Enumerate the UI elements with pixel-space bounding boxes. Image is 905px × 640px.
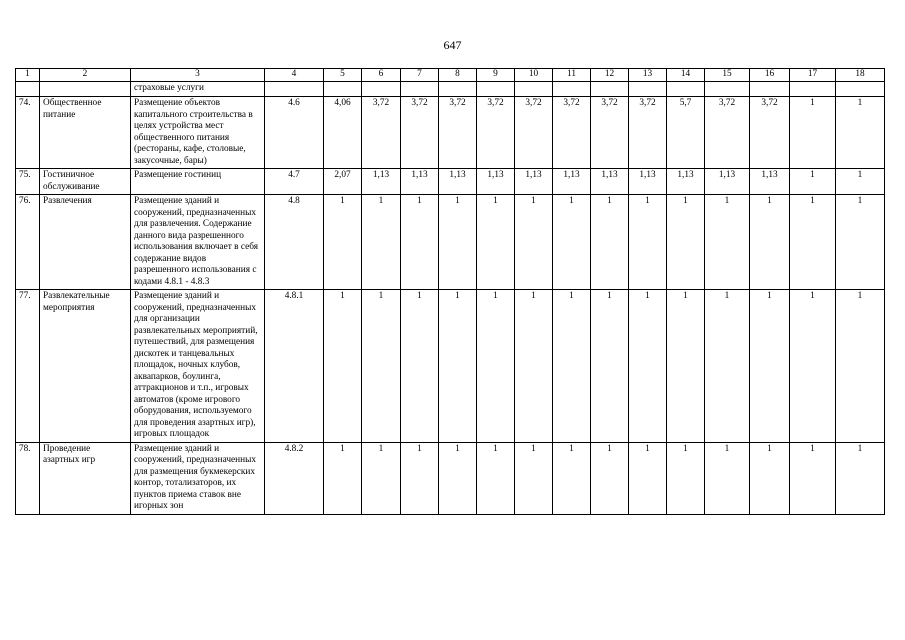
description-cell: страховые услуги [131, 82, 265, 97]
value-cell: 1 [790, 169, 836, 195]
empty-cell [401, 82, 439, 97]
value-cell: 1 [750, 442, 790, 514]
header-cell: 1 [16, 69, 40, 82]
value-cell: 1,13 [553, 169, 591, 195]
value-cell: 3,72 [629, 97, 667, 169]
header-cell: 16 [750, 69, 790, 82]
value-cell: 1 [790, 97, 836, 169]
empty-cell [477, 82, 515, 97]
continuation-row [16, 82, 885, 97]
value-cell: 1,13 [591, 169, 629, 195]
empty-cell [750, 82, 790, 97]
description-cell: Размещение зданий и сооружений, предназначенных для организации развлекательных мероприятий, путешествий, для размещения дискотек и танцевальных площадок, ночных клубов, аквапарков, боулинга, аттракционов и т.п., игровых автоматов (кроме игрового оборудования, используемого для проведения азартных игр), игровых площадок [131, 290, 265, 443]
value-cell: 1,13 [667, 169, 705, 195]
value-cell: 1 [836, 442, 885, 514]
empty-cell [324, 82, 362, 97]
code-cell: 4.7 [265, 169, 324, 195]
table-body [16, 69, 885, 515]
row-number-cell: 75. [16, 169, 40, 195]
header-cell: 11 [553, 69, 591, 82]
header-cell: 2 [40, 69, 131, 82]
header-cell: 14 [667, 69, 705, 82]
row-number-cell: 78. [16, 442, 40, 514]
value-cell: 1 [591, 195, 629, 290]
value-cell: 1 [477, 195, 515, 290]
empty-cell [667, 82, 705, 97]
value-cell: 1 [401, 195, 439, 290]
value-cell: 1 [667, 442, 705, 514]
value-cell: 1 [836, 290, 885, 443]
description-cell: Размещение объектов капитального строительства в целях устройства мест общественного питания (рестораны, кафе, столовые, закусочные, бары) [131, 97, 265, 169]
value-cell: 1 [515, 442, 553, 514]
value-cell: 1 [553, 290, 591, 443]
value-cell: 1,13 [629, 169, 667, 195]
header-cell: 13 [629, 69, 667, 82]
value-cell: 1,13 [401, 169, 439, 195]
value-cell: 1 [836, 195, 885, 290]
table-row [16, 442, 885, 514]
land-use-name-cell: Общественное питание [40, 97, 131, 169]
empty-cell [362, 82, 401, 97]
value-cell: 1 [705, 290, 750, 443]
value-cell: 1 [324, 442, 362, 514]
value-cell: 3,72 [750, 97, 790, 169]
value-cell: 1,13 [362, 169, 401, 195]
empty-cell [790, 82, 836, 97]
header-cell: 5 [324, 69, 362, 82]
empty-cell [705, 82, 750, 97]
value-cell: 3,72 [362, 97, 401, 169]
value-cell: 3,72 [553, 97, 591, 169]
row-number-cell: 76. [16, 195, 40, 290]
value-cell: 1 [439, 442, 477, 514]
land-use-name-cell: Развлекательные мероприятия [40, 290, 131, 443]
value-cell: 3,72 [439, 97, 477, 169]
empty-cell [836, 82, 885, 97]
code-cell: 4.6 [265, 97, 324, 169]
row-number-cell: 74. [16, 97, 40, 169]
value-cell: 1 [667, 195, 705, 290]
empty-cell [591, 82, 629, 97]
value-cell: 2,07 [324, 169, 362, 195]
value-cell: 1 [790, 442, 836, 514]
value-cell: 1 [439, 290, 477, 443]
description-cell: Размещение зданий и сооружений, предназначенных для развлечения. Содержание данного вида разрешенного использования включает в себя содержание видов разрешенного использования с кодами 4.8.1 - 4.8.3 [131, 195, 265, 290]
page-number: 647 [443, 38, 462, 52]
value-cell: 1 [553, 195, 591, 290]
header-cell: 8 [439, 69, 477, 82]
value-cell: 4,06 [324, 97, 362, 169]
value-cell: 3,72 [705, 97, 750, 169]
land-use-name-cell: Гостиничное обслуживание [40, 169, 131, 195]
header-cell: 6 [362, 69, 401, 82]
value-cell: 5,7 [667, 97, 705, 169]
value-cell: 1,13 [750, 169, 790, 195]
land-use-name-cell: Проведение азартных игр [40, 442, 131, 514]
value-cell: 1 [591, 290, 629, 443]
land-use-name-cell: Развлечения [40, 195, 131, 290]
value-cell: 1 [401, 290, 439, 443]
code-cell: 4.8.1 [265, 290, 324, 443]
value-cell: 1 [553, 442, 591, 514]
value-cell: 3,72 [515, 97, 553, 169]
empty-cell [265, 82, 324, 97]
value-cell: 1 [705, 442, 750, 514]
value-cell: 1 [362, 442, 401, 514]
header-cell: 17 [790, 69, 836, 82]
value-cell: 1,13 [705, 169, 750, 195]
value-cell: 1 [362, 290, 401, 443]
code-cell: 4.8.2 [265, 442, 324, 514]
header-cell: 12 [591, 69, 629, 82]
value-cell: 3,72 [591, 97, 629, 169]
code-cell: 4.8 [265, 195, 324, 290]
value-cell: 1 [790, 290, 836, 443]
value-cell: 1 [324, 195, 362, 290]
value-cell: 1,13 [477, 169, 515, 195]
empty-cell [629, 82, 667, 97]
value-cell: 3,72 [477, 97, 515, 169]
coefficients-table [15, 68, 885, 515]
header-cell: 9 [477, 69, 515, 82]
value-cell: 3,72 [401, 97, 439, 169]
header-cell: 3 [131, 69, 265, 82]
empty-cell [40, 82, 131, 97]
value-cell: 1 [629, 290, 667, 443]
value-cell: 1 [667, 290, 705, 443]
row-number-cell: 77. [16, 290, 40, 443]
value-cell: 1 [439, 195, 477, 290]
empty-cell [553, 82, 591, 97]
table-row [16, 195, 885, 290]
empty-cell [16, 82, 40, 97]
value-cell: 1 [362, 195, 401, 290]
value-cell: 1 [477, 290, 515, 443]
value-cell: 1 [836, 169, 885, 195]
value-cell: 1 [324, 290, 362, 443]
description-cell: Размещение гостиниц [131, 169, 265, 195]
value-cell: 1 [629, 195, 667, 290]
value-cell: 1 [750, 195, 790, 290]
header-cell: 4 [265, 69, 324, 82]
value-cell: 1 [705, 195, 750, 290]
value-cell: 1 [515, 195, 553, 290]
table-row [16, 97, 885, 169]
value-cell: 1 [790, 195, 836, 290]
value-cell: 1 [629, 442, 667, 514]
header-cell: 18 [836, 69, 885, 82]
description-cell: Размещение зданий и сооружений, предназначенных для размещения букмекерских контор, тотализаторов, их пунктов приема ставок вне игорных зон [131, 442, 265, 514]
value-cell: 1,13 [515, 169, 553, 195]
value-cell: 1 [401, 442, 439, 514]
header-cell: 15 [705, 69, 750, 82]
header-cell: 10 [515, 69, 553, 82]
value-cell: 1 [477, 442, 515, 514]
header-cell: 7 [401, 69, 439, 82]
value-cell: 1 [750, 290, 790, 443]
header-row [16, 69, 885, 82]
table-row [16, 169, 885, 195]
value-cell: 1,13 [439, 169, 477, 195]
value-cell: 1 [591, 442, 629, 514]
table-row [16, 290, 885, 443]
value-cell: 1 [836, 97, 885, 169]
value-cell: 1 [515, 290, 553, 443]
empty-cell [439, 82, 477, 97]
empty-cell [515, 82, 553, 97]
